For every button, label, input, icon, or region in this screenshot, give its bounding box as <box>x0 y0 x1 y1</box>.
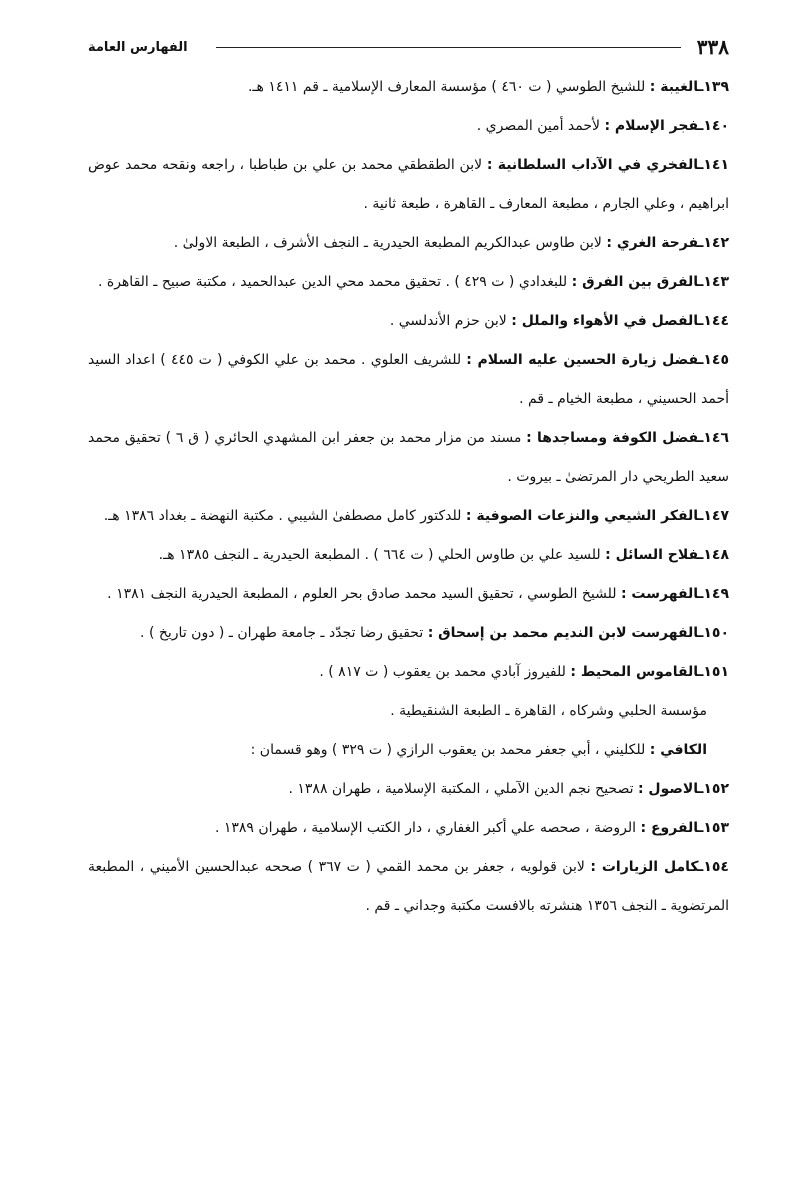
bibliography-entry <box>88 653 729 692</box>
bibliography-entry <box>88 536 729 575</box>
entry-number: ١٥٤ـ <box>698 859 729 875</box>
entry-number: ١٤٩ـ <box>698 586 729 602</box>
bibliography-entry <box>88 341 729 419</box>
entry-text: لابن طاوس عبدالكريم المطبعة الحيدرية ـ النجف الأشرف ، الطبعة الاولىٰ . <box>173 235 607 251</box>
bibliography-entry-subheading <box>88 731 729 770</box>
entry-text: تحقيق رضا تجدّد ـ جامعة طهران ـ ( دون تاريخ ) . <box>140 625 428 641</box>
entry-title: الفروع : <box>640 820 699 836</box>
bibliography-list <box>88 68 729 926</box>
entry-number: ١٤٧ـ <box>698 508 729 524</box>
entry-number: ١٤٤ـ <box>698 313 729 329</box>
entry-title: فجر الإسلام : <box>604 118 699 134</box>
entry-text: للشريف العلوي . محمد بن علي الكوفي ( ت ٤٤٥ ) اعداد السيد أحمد الحسيني ، مطبعة الخيام ـ قم . <box>88 352 729 407</box>
section-title: الفهارس العامة <box>88 39 188 55</box>
entry-number: ١٤٠ـ <box>698 118 729 134</box>
bibliography-entry <box>88 263 729 302</box>
entry-text: للدكتور كامل مصطفىٰ الشيبي . مكتبة النهضة ـ بغداد ١٣٨٦ هـ. <box>103 508 466 524</box>
entry-text: مؤسسة الحلبي وشركاه ، القاهرة ـ الطبعة الشنقيطية . <box>390 703 707 719</box>
bibliography-entry <box>88 224 729 263</box>
entry-title: الفهرست لابن النديم محمد بن إسحاق : <box>427 625 699 641</box>
entry-number: ١٤٥ـ <box>698 352 729 368</box>
bibliography-entry-continuation <box>88 692 729 731</box>
entry-text: لابن قولويه ، جعفر بن محمد القمي ( ت ٣٦٧ ) صححه عبدالحسين الأميني ، المطبعة المرتضوية ـ النجف ١٣٥٦ هنشرته بالافست مكتبة وجداني ـ قم . <box>88 859 729 914</box>
entry-text: للكليني ، أبي جعفر محمد بن يعقوب الرازي ( ت ٣٢٩ ) وهو قسمان : <box>250 742 650 758</box>
entry-title: الفخري في الآداب السلطانية : <box>486 157 699 173</box>
bibliography-entry <box>88 770 729 809</box>
entry-title: الفهرست : <box>620 586 699 602</box>
bibliography-entry <box>88 809 729 848</box>
entry-title: القاموس المحيط : <box>570 664 699 680</box>
bibliography-entry <box>88 146 729 224</box>
entry-text: لأحمد أمين المصري . <box>476 118 605 134</box>
entry-number: ١٤١ـ <box>698 157 729 173</box>
bibliography-entry <box>88 302 729 341</box>
bibliography-entry <box>88 68 729 107</box>
entry-text: تصحيح نجم الدين الآملي ، المكتبة الإسلامية ، طهران ١٣٨٨ . <box>288 781 638 797</box>
entry-number: ١٤٣ـ <box>698 274 729 290</box>
entry-number: ١٥٣ـ <box>698 820 729 836</box>
entry-text: للشيخ الطوسي ( ت ٤٦٠ ) مؤسسة المعارف الإسلامية ـ قم ١٤١١ هـ. <box>247 79 650 95</box>
entry-text: للسيد علي بن طاوس الحلي ( ت ٦٦٤ ) . المطبعة الحيدرية ـ النجف ١٣٨٥ هـ. <box>158 547 606 563</box>
entry-title: فرحة الغري : <box>606 235 699 251</box>
entry-number: ١٥٠ـ <box>698 625 729 641</box>
book-page <box>88 30 729 926</box>
entry-title: الكافي : <box>649 742 707 758</box>
bibliography-entry <box>88 575 729 614</box>
entry-text: للبغدادي ( ت ٤٢٩ ) . تحقيق محمد محي الدين عبدالحميد ، مكتبة صبيح ـ القاهرة . <box>97 274 572 290</box>
entry-number: ١٤٨ـ <box>698 547 729 563</box>
entry-title: فضل الكوفة ومساجدها : <box>526 430 699 446</box>
entry-title: فلاح السائل : <box>605 547 699 563</box>
bibliography-entry <box>88 107 729 146</box>
entry-text: مسند من مزار محمد بن جعفر ابن المشهدي الحائري ( ق ٦ ) تحقيق محمد سعيد الطريحي دار المرتضىٰ ـ بيروت . <box>88 430 729 485</box>
entry-text: للفيروز آبادي محمد بن يعقوب ( ت ٨١٧ ) . <box>319 664 571 680</box>
entry-number: ١٥١ـ <box>698 664 729 680</box>
running-header <box>88 30 729 64</box>
entry-title: فضل زيارة الحسين عليه السلام : <box>466 352 699 368</box>
entry-text: لابن حزم الأندلسي . <box>389 313 512 329</box>
entry-number: ١٥٢ـ <box>698 781 729 797</box>
entry-title: كامل الزيارات : <box>590 859 699 875</box>
entry-title: الفرق بين الفرق : <box>571 274 699 290</box>
entry-title: الفكر الشيعي والنزعات الصوفية : <box>465 508 699 524</box>
entry-title: الفصل في الأهواء والملل : <box>511 313 699 329</box>
entry-number: ١٤٦ـ <box>698 430 729 446</box>
entry-text: لابن الطقطقي محمد بن علي بن طباطبا ، راجعه ونقحه محمد عوض ابراهيم ، وعلي الجارم ، مطبعة المعارف ـ القاهرة ، طبعة ثانية . <box>88 157 729 212</box>
entry-title: الغيبة : <box>649 79 699 95</box>
bibliography-entry <box>88 419 729 497</box>
header-rule <box>216 47 681 48</box>
entry-text: للشيخ الطوسي ، تحقيق السيد محمد صادق بحر العلوم ، المطبعة الحيدرية النجف ١٣٨١ . <box>107 586 621 602</box>
bibliography-entry <box>88 848 729 926</box>
bibliography-entry <box>88 614 729 653</box>
page-number: ٣٣٨ <box>696 35 729 59</box>
entry-text: الروضة ، صحصه علي أكبر الغفاري ، دار الكتب الإسلامية ، طهران ١٣٨٩ . <box>214 820 641 836</box>
entry-number: ١٣٩ـ <box>698 79 729 95</box>
bibliography-entry <box>88 497 729 536</box>
entry-number: ١٤٢ـ <box>698 235 729 251</box>
entry-title: الاصول : <box>637 781 699 797</box>
